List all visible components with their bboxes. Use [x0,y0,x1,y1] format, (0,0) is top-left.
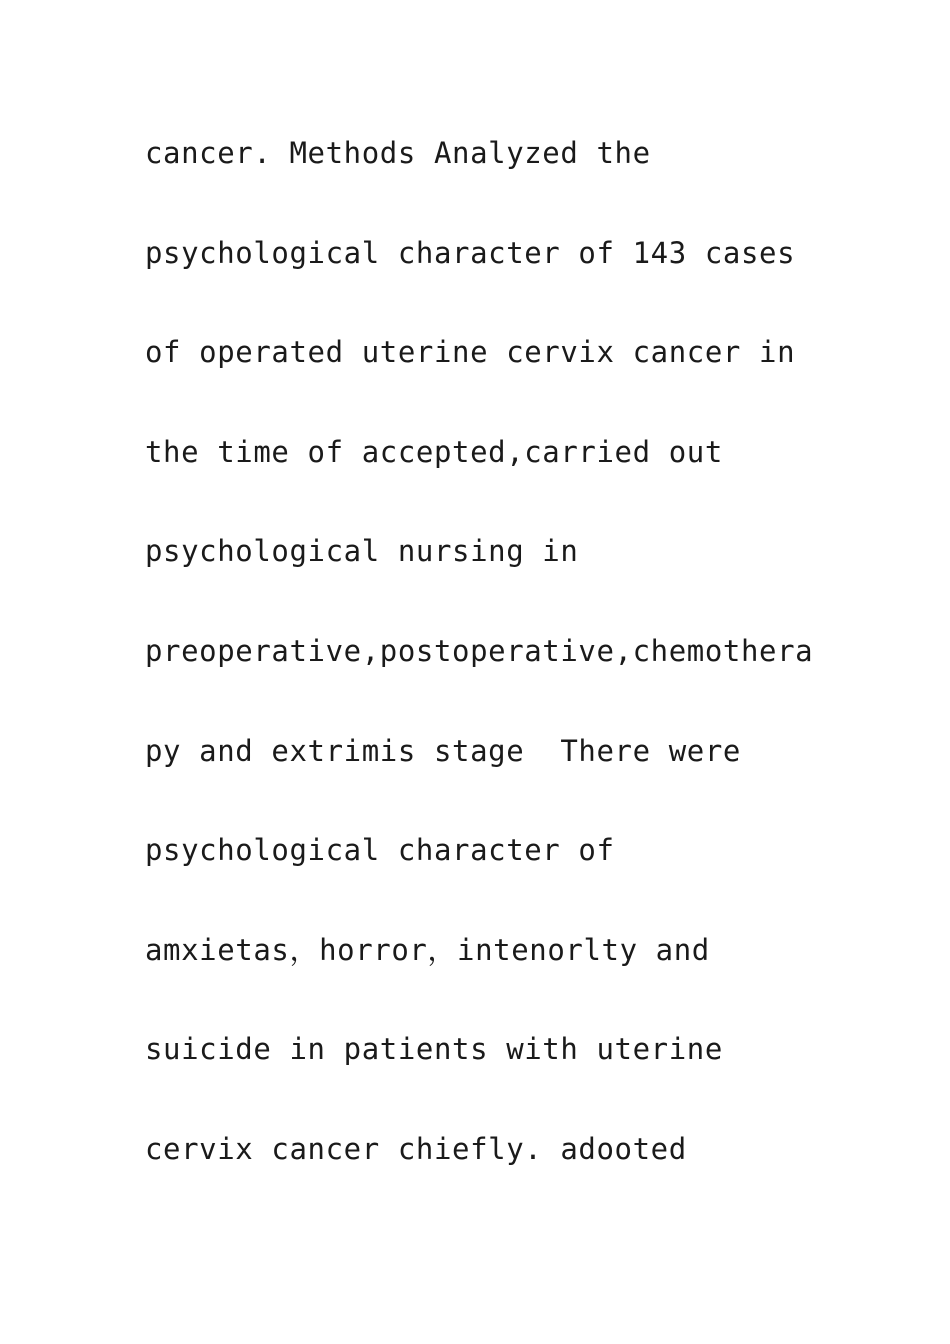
text-line: psychological nursing in [145,534,579,569]
text-line: cervix cancer chiefly. adooted [145,1131,687,1166]
text-line: py and extrimis stage There were [145,733,741,768]
text-line: psychological character of [145,833,615,868]
text-line: the time of accepted,carried out [145,434,723,469]
text-line: cancer. Methods Analyzed the [145,136,651,170]
text-line: psychological character of 143 cases [145,235,796,270]
text-line: suicide in patients with uterine [145,1032,723,1067]
body-text [145,128,845,1224]
text-line: amxietas，horror，intenorlty and [145,932,710,967]
text-line: preoperative,postoperative,chemothera [145,633,814,668]
text-line: of operated uterine cervix cancer in [145,335,796,370]
